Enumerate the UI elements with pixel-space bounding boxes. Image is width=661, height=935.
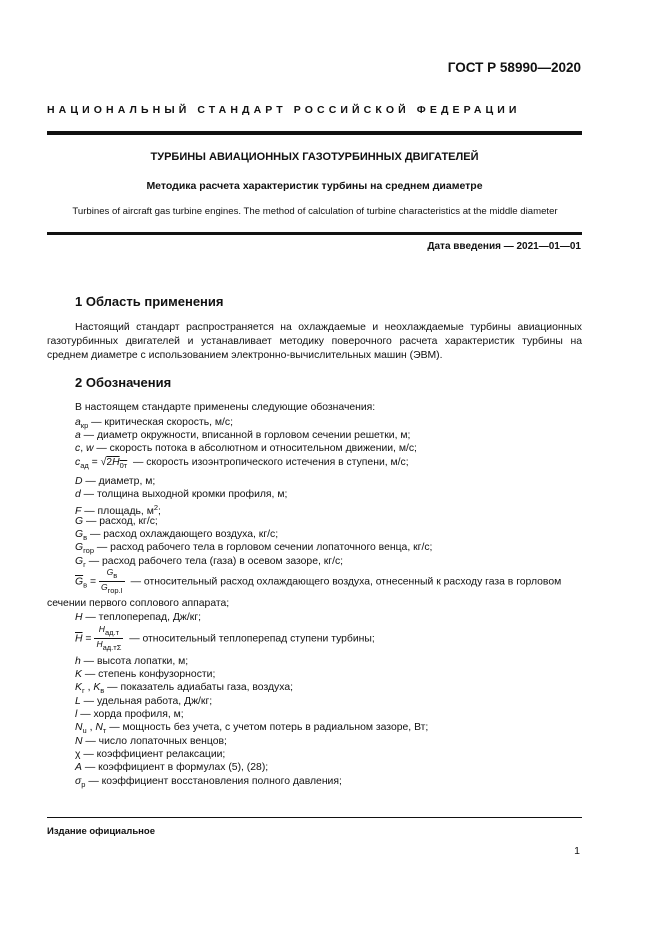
fraction-H: $\frac{H_{ад.т}}{H_{ад.т\Sigma}}$ [96,624,122,652]
symbol-Gv-relative-cont: сечении первого соплового аппарата; [47,598,230,609]
standard-number: ГОСТ Р 58990—2020 [447,60,581,75]
symbol-L: L — удельная работа, Дж/кг; [75,696,213,707]
symbol-H-relative: $\overline{H}$ = $\frac{H_{ад.т}}{H_{ад.т\Sigma}}$ — относительный теплоперепад ступени турбины; [75,624,375,652]
symbol-chi: χ — коэффициент релаксации; [75,749,226,760]
symbol-F: F — площадь, $м^2$; [75,503,161,517]
symbol-sigma: $\sigma_p$ — коэффициент восстановления полного давления; [75,776,342,789]
symbol-G: G — расход, кг/с; [75,516,158,527]
symbol-A: A — коэффициент в формулах (5), (28); [75,762,269,773]
symbol-Gv-relative: $\overline{G}_в$ = $\frac{G_в}{G_{гор.I}}$ — относительный расход охлаждающего воздуха, отнесенный к расходу газа в горловом [75,567,562,595]
document-subtitle: Методика расчета характеристик турбины на среднем диаметре [146,180,483,192]
symbol-Nv: N — число лопаточных венцов; [75,736,227,747]
page-number: 1 [574,845,580,857]
footer-rule [47,817,582,818]
symbol-c-w: c, w — скорость потока в абсолютном и относительном движении, м/с; [75,443,417,454]
document-title: ТУРБИНЫ АВИАЦИОННЫХ ГАЗОТУРБИННЫХ ДВИГАТЕЛЕЙ [150,151,479,163]
symbol-Gg: $G_г$ — расход рабочего тела (газа) в осевом зазоре, кг/с; [75,556,344,569]
section-1-heading: 1 Область применения [75,294,224,309]
symbol-Kg-Kv: $K_г$ , $K_в$ — показатель адиабаты газа, воздуха; [75,682,293,695]
introduction-date: Дата введения — 2021—01—01 [427,241,581,252]
symbol-h: h — высота лопатки, м; [75,656,189,667]
symbol-d: d — толщина выходной кромки профиля, м; [75,489,288,500]
symbol-a: a — диаметр окружности, вписанной в горловом сечении решетки, м; [75,430,411,441]
symbol-c-ad: $c_{ад} = √2H_{0т}$ — скорость изоэнтропического истечения в ступени, м/с; [75,457,409,470]
symbol-Gv: $G_в$ — расход охлаждающего воздуха, кг/с; [75,529,279,542]
symbol-Ggor: $G_{гор}$ — расход рабочего тела в горловом сечении лопаточного венца, кг/с; [75,542,433,555]
english-title: Turbines of aircraft gas turbine engines. The method of calculation of turbine characteristics at the middle diameter [72,206,558,217]
symbol-K: K — степень конфузорности; [75,669,216,680]
symbol-D: D — диаметр, м; [75,476,156,487]
section-1-text [47,321,582,363]
symbol-akr: $a_{кр}$ — критическая скорость, м/с; [75,417,233,430]
symbol-N: $N_u$ , $N_т$ — мощность без учета, с учетом потерь в радиальном зазоре, Вт; [75,722,429,735]
official-edition-label: Издание официальное [47,826,155,837]
fraction-Gv: $\frac{G_в}{G_{гор.I}}$ [101,567,123,595]
section-2-intro: В настоящем стандарте применены следующие обозначения: [75,402,376,413]
title-bottom-rule [47,232,582,235]
top-thick-rule [47,131,582,135]
section-2-heading: 2 Обозначения [75,375,172,390]
symbol-l: l — хорда профиля, м; [75,709,184,720]
symbol-H: H — теплоперепад, Дж/кг; [75,612,201,623]
national-standard-banner: НАЦИОНАЛЬНЫЙ СТАНДАРТ РОССИЙСКОЙ ФЕДЕРАЦИИ [47,104,521,116]
section-1-paragraph: Настоящий стандарт распространяется на охлаждаемые и неохлаждаемые турбины авиационных газотурбинных двигателей и устанавливает методику поверочного расчета характеристик турбины на среднем диаметре с использованием электронно-вычислительных машин (ЭВМ). [47,322,582,361]
